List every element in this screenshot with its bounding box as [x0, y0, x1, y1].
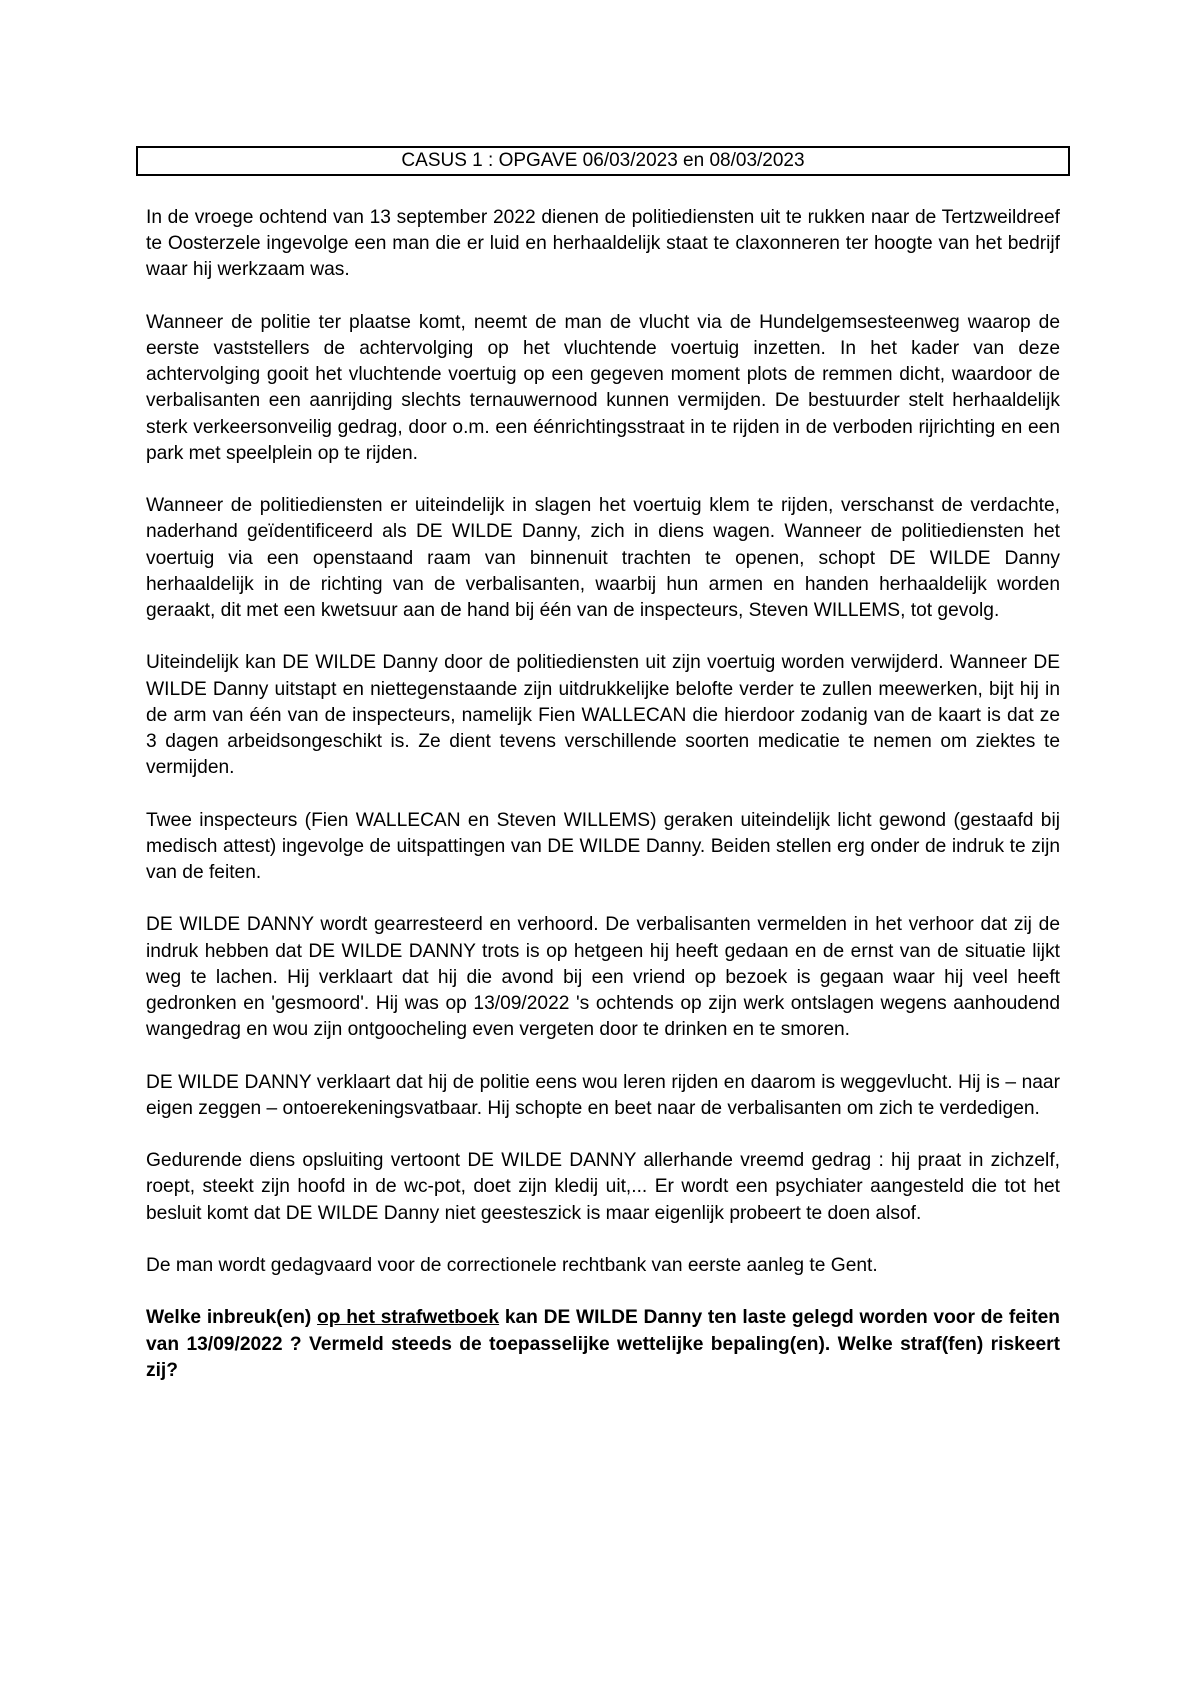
- case-title: CASUS 1 : OPGAVE 06/03/2023 en 08/03/2023: [136, 146, 1070, 176]
- paragraph-8: Gedurende diens opsluiting vertoont DE WILDE DANNY allerhande vreemd gedrag : hij praat in zichzelf, roept, steekt zijn hoofd in de wc-pot, doet zijn kledij uit,... Er wordt een psychiater aangesteld die tot het besluit komt dat DE WILDE Danny niet geesteszick is maar eigenlijk probeert te doen alsof.: [146, 1150, 1060, 1224]
- question-underlined: op het strafwetboek: [317, 1307, 500, 1329]
- exam-question: [146, 1305, 1060, 1384]
- paragraph-1: In de vroege ochtend van 13 september 2022 dienen de politiediensten uit te rukken naar de Tertzweildreef te Oosterzele ingevolge een man die er luid en herhaaldelijk staat te claxonneren ter hoogte van het bedrijf waar hij werkzaam was.: [146, 207, 1060, 281]
- paragraph-9: De man wordt gedagvaard voor de correctionele rechtbank van eerste aanleg te Gent.: [146, 1255, 878, 1276]
- paragraph-5: Twee inspecteurs (Fien WALLECAN en Steven WILLEMS) geraken uiteindelijk licht gewond (gestaafd bij medisch attest) ingevolge de uitspattingen van DE WILDE Danny. Beiden stellen erg onder de indruk te zijn van de feiten.: [146, 809, 1060, 884]
- question-part-1: Welke inbreuk(en): [146, 1307, 318, 1329]
- case-body: [146, 205, 1060, 1410]
- paragraph-4: Uiteindelijk kan DE WILDE Danny door de politiediensten uit zijn voertuig worden verwijderd. Wanneer DE WILDE Danny uitstapt en niettegenstaande zijn uitdrukkelijke belofte verder te zullen meewerken, bijt hij in de arm van één van de inspecteurs, namelijk Fien WALLECAN die hierdoor zodanig van de kaart is dat ze 3 dagen arbeidsongeschikt is. Ze dient tevens verschillende soorten medicatie te nemen om ziektes te vermijden.: [146, 652, 1060, 779]
- paragraph-2: Wanneer de politie ter plaatse komt, neemt de man de vlucht via de Hundelgemsesteenweg waarop de eerste vaststellers de achtervolging op het vluchtende voertuig inzetten. In het kader van deze achtervolging gooit het vluchtende voertuig op een gegeven moment plots de remmen dicht, waardoor de verbalisanten een aanrijding slechts ternauwernood kunnen vermijden. De bestuurder stelt herhaaldelijk sterk verkeersonveilig gedrag, door o.m. een éénrichtingsstraat in te rijden in de verboden rijrichting en een park met speelplein op te rijden.: [146, 311, 1060, 464]
- paragraph-7: DE WILDE DANNY verklaart dat hij de politie eens wou leren rijden en daarom is weggevlucht. Hij is – naar eigen zeggen – ontoerekeningsvatbaar. Hij schopte en beet naar de verbalisanten om zich te verdedigen.: [146, 1071, 1060, 1119]
- question-part-2: kan DE WILDE Danny ten laste gelegd worden voor de feiten van 13/09/2022 ? Vermeld steeds de toepasselijke wettelijke bepaling(en). Welke straf(fen) riskeert zij?: [146, 1307, 1061, 1381]
- paragraph-6: DE WILDE DANNY wordt gearresteerd en verhoord. De verbalisanten vermelden in het verhoor dat zij de indruk hebben dat DE WILDE DANNY trots is op hetgeen hij heeft gedaan en de ernst van de situatie lijkt weg te lachen. Hij verklaart dat hij die avond bij een vriend op bezoek is gegaan waar hij veel heeft gedronken en 'gesmoord'. Hij was op 13/09/2022 's ochtends op zijn werk ontslagen wegens aanhoudend wangedrag en wou zijn ontgoocheling even vergeten door te drinken en te smoren.: [146, 914, 1060, 1041]
- paragraph-3: Wanneer de politiediensten er uiteindelijk in slagen het voertuig klem te rijden, verschanst de verdachte, naderhand geïdentificeerd als DE WILDE Danny, zich in diens wagen. Wanneer de politiediensten het voertuig via een openstaand raam van binnenuit trachten te openen, schopt DE WILDE Danny herhaaldelijk in de richting van de verbalisanten, waarbij hun armen en handen herhaaldelijk worden geraakt, dit met een kwetsuur aan de hand bij één van de inspecteurs, Steven WILLEMS, tot gevolg.: [146, 495, 1060, 622]
